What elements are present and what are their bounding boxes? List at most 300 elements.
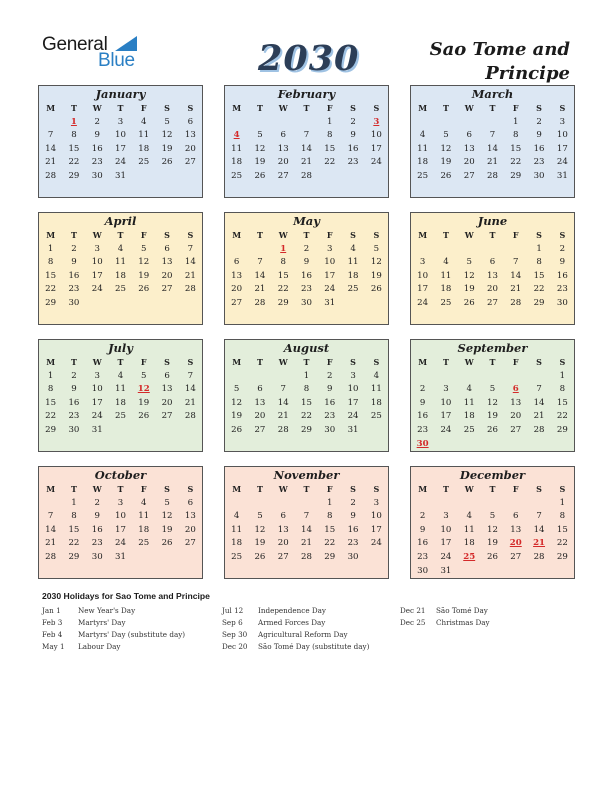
day-cell: 16 bbox=[347, 143, 359, 154]
day-cell: 31 bbox=[91, 424, 103, 435]
month-name: October bbox=[94, 468, 147, 482]
week-row bbox=[39, 397, 202, 411]
day-cell: 15 bbox=[301, 397, 312, 408]
weekday-label: T bbox=[489, 357, 496, 367]
weekday-label: S bbox=[559, 230, 566, 240]
day-cell: 11 bbox=[138, 130, 150, 141]
empty-cell bbox=[504, 497, 527, 511]
day-cell: 26 bbox=[138, 411, 150, 422]
weekday-label: T bbox=[303, 484, 310, 494]
day-cell: 23 bbox=[556, 284, 568, 295]
day-cell: 9 bbox=[94, 130, 100, 141]
weekday-label: W bbox=[278, 357, 288, 367]
empty-cell bbox=[341, 297, 364, 311]
week-row bbox=[225, 170, 388, 184]
day-cell: 2 bbox=[559, 243, 566, 254]
day-cell: 19 bbox=[487, 538, 498, 549]
day-cell: 28 bbox=[487, 170, 498, 181]
holiday-date: Dec 21 bbox=[400, 606, 426, 615]
weekday-label: F bbox=[512, 357, 519, 367]
day-cell: 12 bbox=[254, 143, 266, 154]
holiday-name: Labour Day bbox=[78, 642, 121, 651]
month-november bbox=[224, 466, 389, 579]
week-row bbox=[411, 297, 574, 311]
day-cell: 14 bbox=[533, 524, 545, 535]
day-cell: 6 bbox=[466, 130, 472, 141]
day-cell: 24 bbox=[370, 538, 382, 549]
week-row bbox=[225, 397, 388, 411]
day-cell: 29 bbox=[45, 297, 57, 308]
weekday-label: S bbox=[373, 484, 380, 494]
weekday-label: S bbox=[187, 230, 194, 240]
week-row bbox=[225, 537, 388, 551]
day-cell: 14 bbox=[510, 270, 522, 281]
empty-cell bbox=[132, 424, 155, 438]
day-cell: 20 bbox=[487, 284, 498, 295]
day-cell: 30 bbox=[91, 170, 103, 181]
day-cell: 16 bbox=[91, 143, 103, 154]
day-cell: 7 bbox=[257, 257, 263, 268]
day-cell: 18 bbox=[370, 397, 382, 408]
day-cell: 14 bbox=[45, 143, 57, 154]
weekday-label: S bbox=[559, 484, 566, 494]
day-cell: 13 bbox=[510, 397, 522, 408]
week-row bbox=[39, 370, 202, 384]
day-cell: 17 bbox=[440, 538, 452, 549]
day-cell: 15 bbox=[277, 270, 289, 281]
day-cell: 18 bbox=[231, 157, 243, 168]
weekday-label: T bbox=[256, 103, 263, 113]
day-cell: 13 bbox=[463, 143, 475, 154]
holiday-item bbox=[222, 617, 369, 629]
weekday-label: F bbox=[512, 484, 519, 494]
weekday-label: W bbox=[92, 230, 102, 240]
day-cell: 8 bbox=[303, 384, 310, 395]
day-cell: 3 bbox=[443, 384, 449, 395]
empty-cell bbox=[434, 438, 457, 452]
week-row bbox=[411, 565, 574, 579]
day-cell: 20 bbox=[254, 411, 266, 422]
day-cell: 6 bbox=[257, 384, 263, 395]
day-cell: 11 bbox=[115, 257, 126, 268]
day-cell: 17 bbox=[347, 397, 359, 408]
weekday-label: T bbox=[489, 230, 496, 240]
day-cell: 14 bbox=[254, 270, 266, 281]
generalblue-logo bbox=[42, 34, 142, 74]
day-cell: 26 bbox=[463, 297, 475, 308]
day-cell: 5 bbox=[164, 497, 170, 508]
week-row bbox=[411, 116, 574, 130]
week-row bbox=[411, 510, 574, 524]
day-cell: 17 bbox=[115, 143, 126, 154]
day-cell: 21 bbox=[254, 284, 266, 295]
day-cell: 2 bbox=[94, 116, 100, 127]
weekday-header bbox=[225, 229, 388, 243]
week-row bbox=[39, 116, 202, 130]
week-row bbox=[225, 524, 388, 538]
empty-cell bbox=[365, 551, 388, 565]
day-cell: 7 bbox=[536, 511, 542, 522]
week-row bbox=[225, 497, 388, 511]
day-cell: 21 bbox=[45, 538, 57, 549]
day-cell: 31 bbox=[324, 297, 336, 308]
day-cell: 6 bbox=[164, 243, 170, 254]
day-cell: 3 bbox=[559, 116, 566, 127]
day-cell: 23 bbox=[91, 538, 103, 549]
day-cell: 4 bbox=[233, 511, 240, 522]
day-cell: 28 bbox=[301, 170, 312, 181]
day-cell: 10 bbox=[440, 524, 452, 535]
week-row bbox=[39, 143, 202, 157]
day-cell: 20 bbox=[161, 397, 173, 408]
day-cell: 10 bbox=[115, 511, 126, 522]
empty-cell bbox=[272, 497, 295, 511]
week-row bbox=[411, 424, 574, 438]
weekday-label: T bbox=[70, 103, 77, 113]
day-cell: 18 bbox=[115, 270, 126, 281]
day-cell: 11 bbox=[417, 143, 429, 154]
day-cell: 27 bbox=[161, 411, 173, 422]
day-cell: 10 bbox=[417, 270, 429, 281]
holiday-name: Martyrs' Day (substitute day) bbox=[78, 630, 186, 639]
week-row bbox=[225, 116, 388, 130]
weekday-header bbox=[411, 102, 574, 116]
day-cell: 8 bbox=[559, 511, 566, 522]
weekday-label: M bbox=[46, 230, 56, 240]
empty-cell bbox=[481, 438, 504, 452]
day-cell: 12 bbox=[487, 397, 498, 408]
day-cell: 4 bbox=[117, 243, 124, 254]
week-row bbox=[411, 270, 574, 284]
weekday-label: W bbox=[278, 103, 288, 113]
day-cell: 17 bbox=[324, 270, 336, 281]
day-cell: 26 bbox=[161, 157, 173, 168]
day-cell: 1 bbox=[71, 497, 77, 508]
day-cell: 30 bbox=[556, 297, 568, 308]
weekday-label: M bbox=[418, 103, 428, 113]
day-cell: 23 bbox=[324, 411, 336, 422]
week-row bbox=[225, 370, 388, 384]
day-cell: 2 bbox=[71, 243, 77, 254]
day-cell: 28 bbox=[45, 551, 57, 562]
day-cell: 17 bbox=[115, 524, 126, 535]
day-cell: 25 bbox=[231, 551, 243, 562]
empty-cell bbox=[225, 243, 248, 257]
day-cell: 26 bbox=[440, 170, 452, 181]
empty-cell bbox=[504, 565, 527, 579]
day-cell: 27 bbox=[277, 551, 289, 562]
day-cell: 6 bbox=[280, 511, 286, 522]
empty-cell bbox=[179, 297, 202, 311]
day-cell: 16 bbox=[324, 397, 336, 408]
day-cell: 9 bbox=[536, 130, 542, 141]
day-cell: 15 bbox=[45, 270, 57, 281]
empty-cell bbox=[295, 116, 318, 130]
week-row bbox=[411, 551, 574, 565]
month-name: December bbox=[459, 468, 526, 482]
day-cell: 3 bbox=[117, 497, 124, 508]
empty-cell bbox=[155, 297, 178, 311]
day-cell: 9 bbox=[350, 130, 356, 141]
day-cell: 13 bbox=[184, 130, 196, 141]
weekday-label: T bbox=[442, 230, 449, 240]
weekday-label: T bbox=[117, 103, 124, 113]
weekday-header bbox=[39, 229, 202, 243]
month-december bbox=[410, 466, 575, 579]
day-cell: 20 bbox=[277, 538, 289, 549]
holiday-date: Dec 25 bbox=[400, 618, 426, 627]
weekday-label: T bbox=[303, 230, 310, 240]
day-cell: 30 bbox=[533, 170, 545, 181]
day-cell: 22 bbox=[301, 411, 312, 422]
day-cell: 3 bbox=[373, 497, 380, 508]
day-cell: 23 bbox=[417, 551, 429, 562]
day-cell: 3 bbox=[117, 116, 124, 127]
week-row bbox=[225, 256, 388, 270]
day-cell: 24 bbox=[91, 284, 103, 295]
empty-cell bbox=[248, 370, 271, 384]
week-row bbox=[225, 424, 388, 438]
day-cell: 4 bbox=[466, 511, 472, 522]
day-cell: 22 bbox=[277, 284, 289, 295]
day-cell: 25 bbox=[115, 411, 126, 422]
week-row bbox=[225, 143, 388, 157]
holidays-title: 2030 Holidays for Sao Tome and Principe bbox=[42, 591, 210, 601]
day-cell: 11 bbox=[138, 511, 150, 522]
day-cell: 24 bbox=[347, 411, 359, 422]
day-cell: 4 bbox=[233, 130, 240, 141]
empty-cell bbox=[458, 370, 481, 384]
holiday-name: Independence Day bbox=[258, 606, 326, 615]
empty-cell bbox=[39, 116, 62, 130]
day-cell: 15 bbox=[556, 397, 568, 408]
day-cell: 15 bbox=[533, 270, 545, 281]
day-cell: 5 bbox=[489, 511, 496, 522]
day-cell: 29 bbox=[510, 170, 522, 181]
day-cell: 29 bbox=[556, 551, 568, 562]
holiday-name: Christmas Day bbox=[436, 618, 490, 627]
day-cell: 4 bbox=[117, 370, 124, 381]
day-cell: 15 bbox=[556, 524, 568, 535]
day-cell: 13 bbox=[231, 270, 243, 281]
day-cell: 22 bbox=[510, 157, 522, 168]
weekday-label: S bbox=[536, 230, 542, 240]
day-cell: 17 bbox=[370, 143, 382, 154]
day-cell: 3 bbox=[327, 243, 333, 254]
day-cell: 28 bbox=[533, 424, 545, 435]
weekday-label: T bbox=[117, 230, 124, 240]
day-cell: 22 bbox=[324, 538, 336, 549]
holiday-date: Sep 30 bbox=[222, 630, 248, 639]
day-cell: 18 bbox=[417, 157, 429, 168]
weekday-label: T bbox=[70, 484, 77, 494]
week-row bbox=[225, 129, 388, 143]
day-cell: 4 bbox=[419, 130, 426, 141]
day-cell: 1 bbox=[513, 116, 519, 127]
day-cell: 22 bbox=[533, 284, 545, 295]
day-cell: 20 bbox=[509, 538, 522, 549]
day-cell: 14 bbox=[184, 384, 196, 395]
day-cell: 8 bbox=[71, 130, 77, 141]
day-cell: 5 bbox=[164, 116, 170, 127]
day-cell: 19 bbox=[463, 284, 475, 295]
day-cell: 13 bbox=[184, 511, 196, 522]
weekday-header bbox=[39, 356, 202, 370]
day-cell: 24 bbox=[115, 157, 126, 168]
empty-cell bbox=[225, 116, 248, 130]
day-cell: 21 bbox=[510, 284, 522, 295]
empty-cell bbox=[132, 170, 155, 184]
weekday-label: S bbox=[164, 103, 170, 113]
day-cell: 31 bbox=[347, 424, 359, 435]
weekday-label: M bbox=[418, 484, 428, 494]
day-cell: 28 bbox=[510, 297, 522, 308]
empty-cell bbox=[527, 565, 550, 579]
day-cell: 2 bbox=[536, 116, 542, 127]
day-cell: 2 bbox=[71, 370, 77, 381]
empty-cell bbox=[434, 116, 457, 130]
day-cell: 17 bbox=[91, 397, 103, 408]
week-row bbox=[225, 551, 388, 565]
weekday-label: W bbox=[92, 357, 102, 367]
day-cell: 22 bbox=[68, 157, 80, 168]
day-cell: 20 bbox=[184, 143, 196, 154]
weekday-label: T bbox=[70, 357, 77, 367]
empty-cell bbox=[481, 243, 504, 257]
empty-cell bbox=[411, 370, 434, 384]
day-cell: 25 bbox=[138, 538, 150, 549]
day-cell: 18 bbox=[115, 397, 126, 408]
day-cell: 31 bbox=[440, 565, 452, 576]
day-cell: 11 bbox=[347, 257, 359, 268]
day-cell: 14 bbox=[487, 143, 498, 154]
weekday-label: F bbox=[140, 484, 147, 494]
month-name: November bbox=[273, 468, 340, 482]
week-row bbox=[39, 424, 202, 438]
empty-cell bbox=[365, 170, 388, 184]
day-cell: 24 bbox=[370, 157, 382, 168]
weekday-label: F bbox=[140, 357, 147, 367]
day-cell: 5 bbox=[257, 511, 263, 522]
day-cell: 21 bbox=[45, 157, 57, 168]
week-row bbox=[39, 283, 202, 297]
day-cell: 16 bbox=[533, 143, 545, 154]
day-cell: 4 bbox=[350, 243, 356, 254]
weekday-label: T bbox=[489, 484, 496, 494]
day-cell: 1 bbox=[327, 497, 333, 508]
day-cell: 14 bbox=[533, 397, 545, 408]
empty-cell bbox=[225, 497, 248, 511]
day-cell: 6 bbox=[280, 130, 286, 141]
day-cell: 27 bbox=[231, 297, 243, 308]
day-cell: 28 bbox=[254, 297, 266, 308]
month-name: August bbox=[283, 341, 330, 355]
day-cell: 29 bbox=[324, 551, 336, 562]
day-cell: 29 bbox=[301, 424, 312, 435]
month-name: March bbox=[471, 87, 514, 101]
day-cell: 6 bbox=[164, 370, 170, 381]
day-cell: 14 bbox=[301, 524, 312, 535]
day-cell: 9 bbox=[71, 384, 77, 395]
empty-cell bbox=[225, 370, 248, 384]
day-cell: 4 bbox=[443, 257, 449, 268]
day-cell: 10 bbox=[370, 130, 382, 141]
day-cell: 26 bbox=[161, 538, 173, 549]
empty-cell bbox=[365, 424, 388, 438]
day-cell: 12 bbox=[463, 270, 475, 281]
holiday-item bbox=[42, 605, 185, 617]
day-cell: 21 bbox=[184, 270, 196, 281]
day-cell: 2 bbox=[303, 243, 310, 254]
month-name: September bbox=[457, 341, 528, 355]
day-cell: 15 bbox=[45, 397, 57, 408]
day-cell: 3 bbox=[373, 116, 380, 127]
weekday-label: W bbox=[92, 484, 102, 494]
day-cell: 19 bbox=[440, 157, 452, 168]
day-cell: 26 bbox=[487, 424, 498, 435]
empty-cell bbox=[155, 424, 178, 438]
country-title: Sao Tome and Principe bbox=[429, 39, 570, 84]
empty-cell bbox=[109, 297, 132, 311]
day-cell: 13 bbox=[254, 397, 266, 408]
day-cell: 12 bbox=[440, 143, 452, 154]
week-row bbox=[39, 270, 202, 284]
weekday-label: S bbox=[350, 357, 356, 367]
week-row bbox=[411, 497, 574, 511]
day-cell: 21 bbox=[533, 538, 546, 549]
day-cell: 24 bbox=[324, 284, 336, 295]
day-cell: 18 bbox=[440, 284, 452, 295]
day-cell: 18 bbox=[138, 143, 150, 154]
empty-cell bbox=[551, 565, 574, 579]
day-cell: 28 bbox=[533, 551, 545, 562]
day-cell: 7 bbox=[187, 243, 194, 254]
day-cell: 19 bbox=[254, 157, 266, 168]
day-cell: 9 bbox=[94, 511, 100, 522]
weekday-label: T bbox=[117, 357, 124, 367]
logo-text-general: General bbox=[42, 34, 108, 55]
holiday-column bbox=[42, 605, 185, 653]
day-cell: 6 bbox=[187, 497, 194, 508]
weekday-label: S bbox=[187, 484, 194, 494]
weekday-label: W bbox=[464, 103, 474, 113]
week-row bbox=[39, 156, 202, 170]
day-cell: 24 bbox=[440, 551, 452, 562]
day-cell: 7 bbox=[303, 130, 310, 141]
empty-cell bbox=[434, 370, 457, 384]
day-cell: 24 bbox=[417, 297, 429, 308]
week-row bbox=[411, 524, 574, 538]
weekday-label: F bbox=[140, 103, 147, 113]
day-cell: 20 bbox=[277, 157, 289, 168]
holiday-name: São Tomé Day (substitute day) bbox=[258, 642, 370, 651]
weekday-header bbox=[411, 356, 574, 370]
weekday-label: T bbox=[303, 103, 310, 113]
weekday-label: T bbox=[256, 484, 263, 494]
day-cell: 25 bbox=[347, 284, 359, 295]
day-cell: 23 bbox=[68, 284, 80, 295]
day-cell: 27 bbox=[510, 424, 522, 435]
day-cell: 23 bbox=[533, 157, 545, 168]
day-cell: 28 bbox=[301, 551, 312, 562]
empty-cell bbox=[527, 438, 550, 452]
day-cell: 5 bbox=[141, 370, 147, 381]
day-cell: 20 bbox=[161, 270, 173, 281]
week-row bbox=[39, 537, 202, 551]
day-cell: 2 bbox=[350, 116, 356, 127]
weekday-label: S bbox=[187, 103, 194, 113]
empty-cell bbox=[179, 424, 202, 438]
